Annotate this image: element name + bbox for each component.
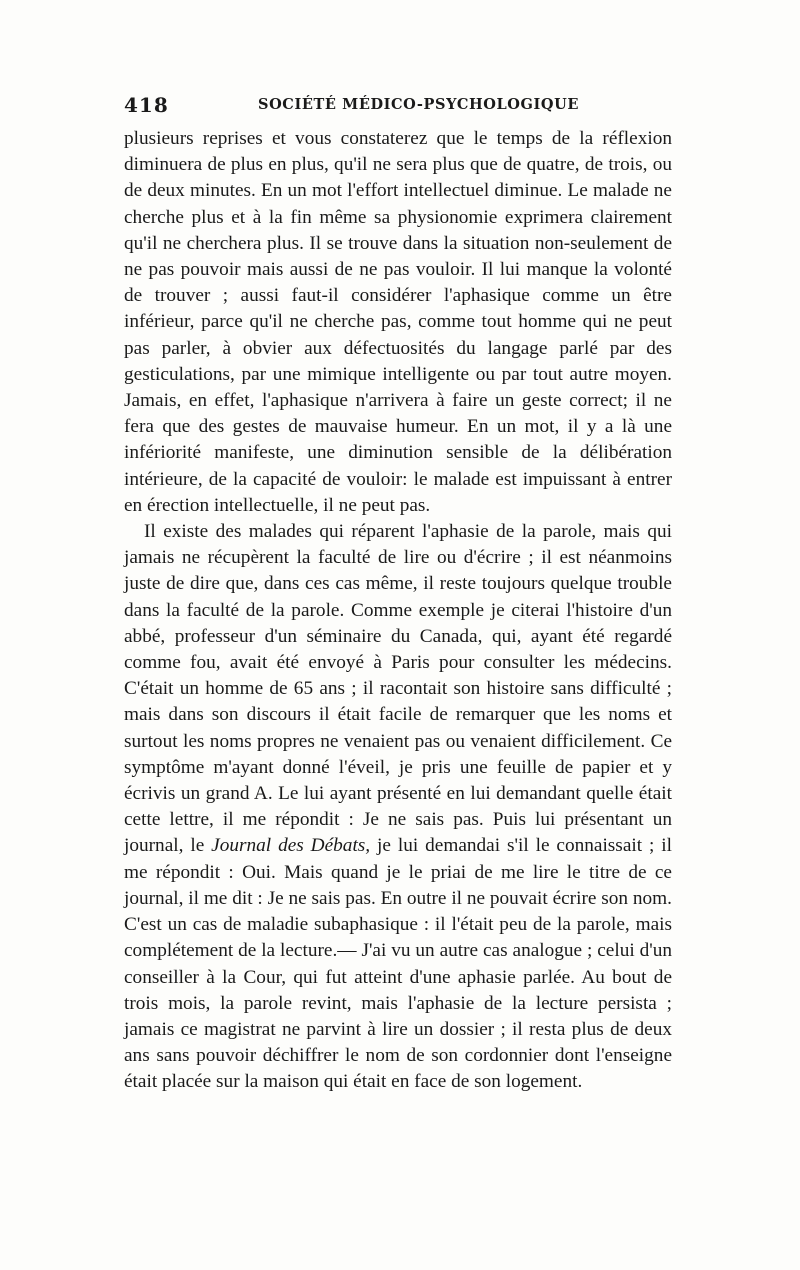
body-text: [124, 126, 672, 1096]
paragraph-2: [124, 519, 672, 1095]
running-head: [124, 93, 672, 123]
paragraph-1: plusieurs reprises et vous constaterez que le temps de la réflexion diminuera de plus en plus, qu'il ne sera plus que de quatre, de trois, ou de deux minutes. En un mot l'effort intellectuel diminue. Le malade ne cherche plus et à la fin même sa physionomie exprimera clairement qu'il ne cherchera plus. Il se trouve dans la situation non-seulement de ne pas pouvoir mais aussi de ne pas vouloir. Il lui manque la volonté de trouver ; aussi faut-il considérer l'aphasique comme un être inférieur, parce qu'il ne cherche pas, comme tout homme qui ne peut pas parler, à obvier aux défectuosités du langage parlé par des gesticulations, par une mimique intelligente ou par tout autre moyen. Jamais, en effet, l'aphasique n'arrivera à faire un geste correct; il ne fera que des gestes de mauvaise humeur. En un mot, il y a là une infériorité manifeste, une diminution sensible de la délibération intérieure, de la capacité de vouloir: le malade est impuissant à entrer en érection intellectuelle, il ne peut pas.: [124, 128, 672, 516]
page-number: 418: [124, 93, 169, 117]
paragraph-2-part-2: je lui demandai s'il le connaissait ; il me répondit : Oui. Mais quand je le priai de me lire le titre de ce journal, il me dit : Je ne sais pas. En outre il ne pouvait écrire son nom. C'est un cas de maladie subaphasique : il l'était peu de la parole, mais complétement de la lecture.— J'ai vu un autre cas analogue ; celui d'un conseiller à la Cour, qui fut atteint d'une aphasie parlée. Au bout de trois mois, la parole revint, mais l'aphasie de la lecture persista ; jamais ce magistrat ne parvint à lire un dossier ; il resta plus de deux ans sans pouvoir déchiffrer le nom de son cordonnier dont l'enseigne était placée sur la maison qui était en face de son logement.: [124, 835, 672, 1093]
paragraph-2-part-1: Il existe des malades qui réparent l'aphasie de la parole, mais qui jamais ne récupèrent la faculté de lire ou d'écrire ; il est néanmoins juste de dire que, dans ces cas même, il reste toujours quelque trouble dans la faculté de la parole. Comme exemple je citerai l'histoire d'un abbé, professeur d'un séminaire du Canada, qui, ayant été regardé comme fou, avait été envoyé à Paris pour consulter les médecins. C'était un homme de 65 ans ; il racontait son histoire sans difficulté ; mais dans son discours il était facile de remarquer que les noms et surtout les noms propres ne venaient pas ou venaient difficilement. Ce symptôme m'ayant donné l'éveil, je pris une feuille de papier et y écrivis un grand A. Le lui ayant présenté en lui demandant quelle était cette lettre, il me répondit : Je ne sais pas. Puis lui présentant un journal, le: [124, 521, 672, 857]
italic-journal-title: Journal des Débats,: [211, 835, 371, 857]
journal-title: SOCIÉTÉ MÉDICO-PSYCHOLOGIQUE: [258, 96, 580, 113]
